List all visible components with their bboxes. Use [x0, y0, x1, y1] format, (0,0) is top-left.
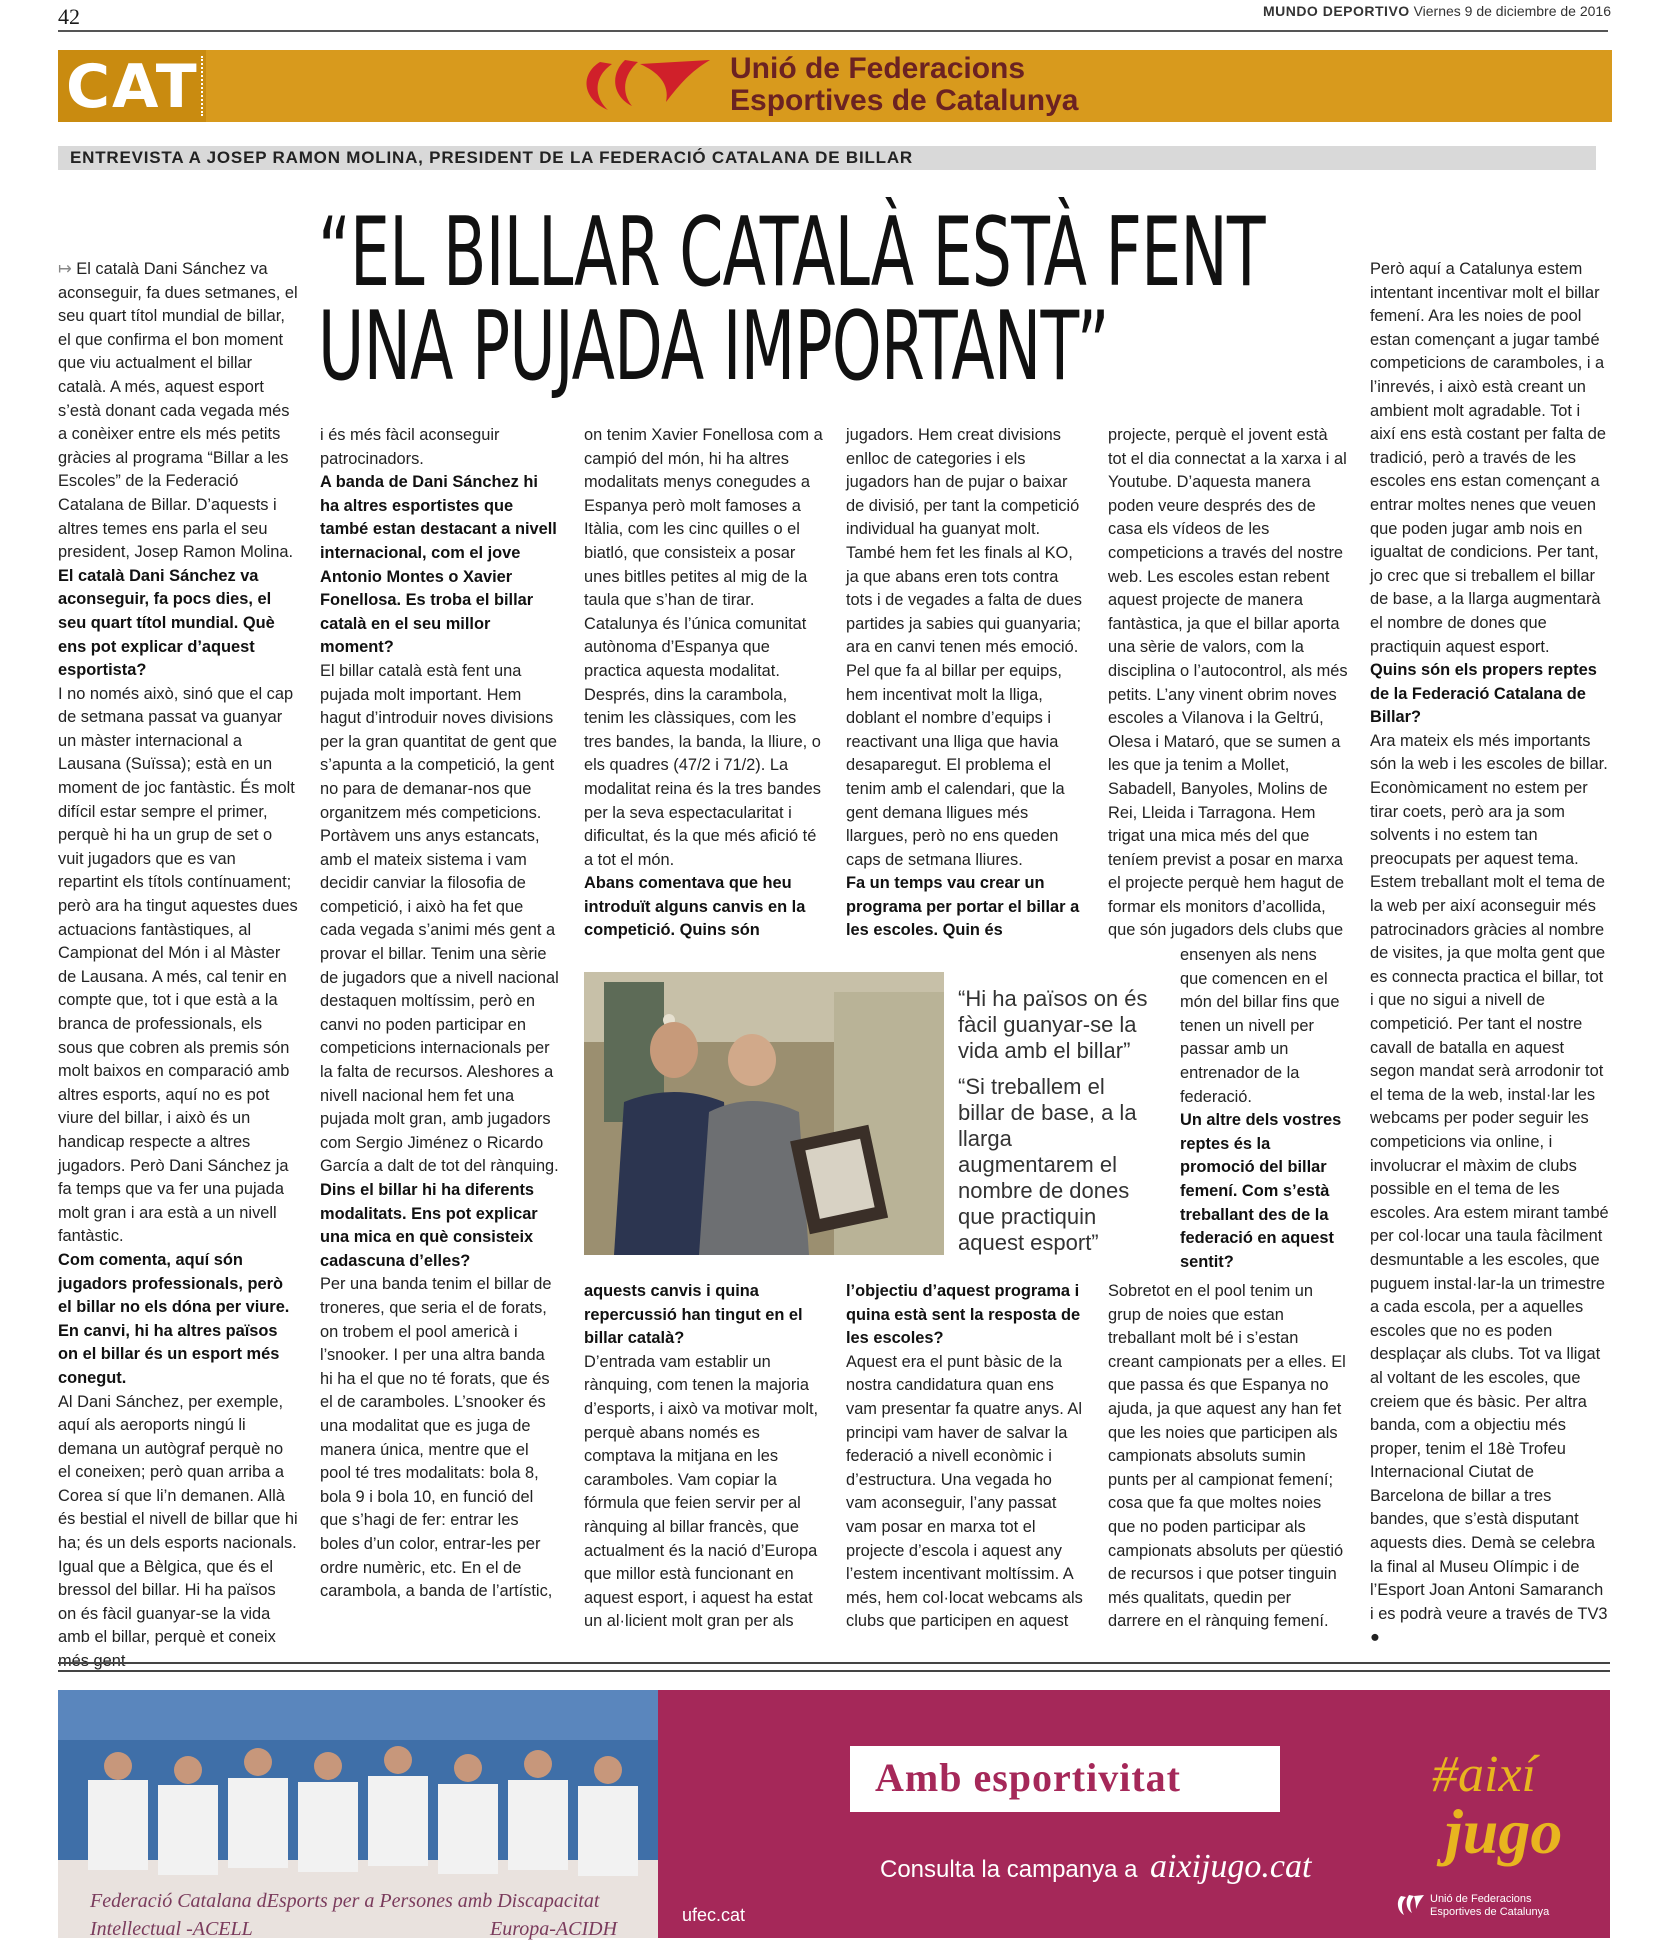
answer: Per una banda tenim el billar de troneres, que seria el de forats, on trobem el pool americà i l’snooker. I per una altra banda hi ha el que no té forats, que és el de caramboles. L’snooker és una modalitat que es juga de manera única, mentre que el pool té tres modalitats: bola 8, bola 9 i bola 10, en funció del que s’hagi de fer: entrar les boles d’un color, entrar-les per ordre numèric, etc. En el de carambola, a banda de l’artístic,	[320, 1275, 553, 1601]
section-separator	[201, 56, 209, 116]
column-1	[58, 258, 298, 1674]
ad-federation-line3: Europa-ACIDH	[490, 1918, 618, 1940]
question: El català Dani Sánchez va aconseguir, fa pocs dies, el seu quart títol mundial. Què ens pot explicar d’aquest esportista?	[58, 566, 275, 680]
publication-date: Viernes 9 de diciembre de 2016	[1413, 3, 1611, 19]
headline-line2: UNA PUJADA IMPORTANT”	[318, 292, 1109, 402]
answer: D’entrada vam establir un rànquing, com tenen la majoria d’esports, i això va motivar molt, perquè abans només es comptava la mitjana en les caramboles. Vam copiar la fórmula que feien servir per al rànquing al billar francès, que actualment és la nació d’Europa que millor està funcionant en aquest esport, i aquest ha estat un al·licient molt gran per als	[584, 1352, 819, 1631]
answer: projecte, perquè el jovent està tot el dia connectat a la xarxa i al Youtube. D’aquesta manera poden veure després des de casa els vídeos de les competicions a través del nostre web. Les escoles estan rebent aquest projecte de manera fantàstica, ja que el billar aporta una sèrie de valors, com la disciplina o l’autocontrol, als més petits. L’any vinent obrim noves escoles a Vilanova i la Geltrú, Olesa i Mataró, que se sumen a les que ja tenim a Mollet, Sabadell, Banyoles, Molins de Rei, Lleida i Tarragona. Hem trigat una mica més del que teníem previst a posar en marxa el projecte perquè hem hagut de formar els monitors d’acollida, que són jugadors dels clubs que	[1108, 426, 1348, 940]
ad-website[interactable]: ufec.cat	[682, 1905, 746, 1925]
column-5-middle	[1180, 944, 1348, 1274]
answer: on tenim Xavier Fonellosa com a campió del món, hi ha altres modalitats menys conegudes a Espanya però molt famoses a Itàlia, com les cinc quilles o el biatló, que consisteix a posar unes bitlles petites al mig de la taula que s’han de tirar. Catalunya és l’única comunitat autònoma d’Espanya que practica aquesta modalitat. Després, dins la carambola, tenim les clàssiques, com les tres bandes, la banda, la lliure, o els quadres (47/2 i 71/2). La modalitat reina és la tres bandes per la seva espectacularitat i dificultat, és la que més afició té a tot el món.	[584, 426, 823, 869]
pull-quote-box	[944, 972, 1156, 1255]
column-3-top	[584, 424, 824, 943]
answer: I no només això, sinó que el cap de setmana passat va guanyar un màster internacional a Lausana (Suïssa); està en un moment de joc fantàstic. És molt difícil estar sempre el primer, perquè hi ha un grup de set o vuit jugadors que es van repartint els títols contínuament; però ara ha tingut aquestes dues actuacions fantàstiques, al Campionat del Món i al Màster de Lausana. A més, cal tenir en compte que, tot i que està a la branca de professionals, els sous que cobren als premis són molt baixos en comparació amb altres esports, aquí no es pot viure del billar, i això és un handicap respecte a altres jugadors. Però Dani Sánchez ja fa temps que va fer una pujada molt gran i ara està a un nivell fantàstic.	[58, 684, 298, 1246]
answer: ensenyen als nens que comencen en el món del billar fins que tenen un nivell per passar amb un entrenador de la federació.	[1180, 946, 1340, 1106]
org-name-line1: Unió de Federacions	[730, 52, 1026, 85]
headline-line1: “EL BILLAR CATALÀ ESTÀ FENT	[318, 198, 1265, 308]
column-5-bottom	[1108, 1280, 1348, 1634]
answer: El billar català està fent una pujada molt important. Hem hagut d’introduir noves divisions per la gran quantitat de gent que s’apunta a la competició, la gent no para de demanar-nos que organitzem més competicions. Portàvem uns anys estancats, amb el mateix sistema i vam decidir canviar la filosofia de competició, i això ha fet que cada vegada s’animi més gent a provar el billar. Tenim una sèrie de jugadors que a nivell nacional destaquen moltíssim, però en canvi no poden participar en competicions internacionals per la falta de recursos. Aleshores a nivell nacional hem fet una pujada molt gran, amb jugadors com Sergio Jiménez o Ricardo García a dalt de tot del rànquing.	[320, 661, 559, 1176]
question: Fa un temps vau crear un programa per portar el billar a les escoles. Quin és	[846, 874, 1080, 940]
headline	[318, 198, 1332, 402]
photo-illustration	[584, 972, 944, 1255]
pull-quote-1: “Hi ha països on és fàcil guanyar-se la vida amb el billar”	[958, 986, 1148, 1063]
question: Dins el billar hi ha diferents modalitats. Ens pot explicar una mica en què consisteix cadascuna d’elles?	[320, 1181, 538, 1270]
ad-campaign-site[interactable]: aixijugo.cat	[1150, 1848, 1312, 1885]
answer: Aquest era el punt bàsic de la nostra candidatura quan ens vam presentar fa quatre anys. Al principi vam haver de salvar la federació a nivell econòmic i d’estructura. Una vegada ho vam aconseguir, l’any passat vam posar en marxa tot el projecte d’escola i aquest any l’estem incentivant moltíssim. A més, hem col·locat webcams als clubs que participen en aquest	[846, 1352, 1083, 1631]
answer: Sobretot en el pool tenim un grup de noies que estan treballant molt bé i s’estan creant campionats per a elles. El que passa és que Espanya no ajuda, ja que aquest any han fet que les noies que participen als campionats absoluts sumin punts per al campionat femení; cosa que fa que moltes noies que no poden participar als campionats absoluts per qüestió de recursos i que potser tinguin més qualitats, quedin per darrere en el rànquing femení.	[1108, 1282, 1346, 1631]
question: l’objectiu d’aquest programa i quina està sent la resposta de les escoles?	[846, 1282, 1081, 1348]
column-3-bottom	[584, 1280, 824, 1634]
column-2	[320, 424, 560, 1604]
top-rule	[58, 30, 1608, 32]
arrow-icon: ↦	[58, 260, 77, 278]
ad-ufec-logo-icon	[1395, 1893, 1425, 1917]
article-photo	[584, 972, 944, 1255]
publication-line	[1263, 3, 1611, 19]
question: aquests canvis i quina repercussió han tingut en el billar català?	[584, 1282, 803, 1348]
page-number: 42	[58, 4, 80, 29]
column-6	[1370, 258, 1610, 1650]
bottom-rule	[58, 1662, 1610, 1672]
answer: Al Dani Sánchez, per exemple, aquí als aeroports ningú li demana un autògraf perquè no el coneixen; però quan arriba a Corea sí que li’n demanen. Allà és bestial el nivell de billar que hi ha; és un dels esports nacionals. Igual que a Bèlgica, que és el bressol del billar. Hi ha països on és fàcil guanyar-se la vida amb el billar, perquè et coneix més gent	[58, 1392, 298, 1671]
column-4-top	[846, 424, 1086, 943]
pull-quote-2: “Si treballem el billar de base, a la llarga augmentarem el nombre de dones que practiquin aquest esport”	[958, 1074, 1137, 1255]
column-4-bottom	[846, 1280, 1086, 1634]
ad-federation-line2: Intellectual -ACELL	[90, 1918, 253, 1940]
intro: El català Dani Sánchez va aconseguir, fa dues setmanes, el seu quart títol mundial de billar, el que confirma el bon moment que viu actualment el billar català. A més, aquest esport s’està donant cada vegada més a conèixer entre els més petits gràcies al programa “Billar a les Escoles” de la Federació Catalana de Billar. D’aquests i altres temes ens parla el seu president, Josep Ramon Molina.	[58, 260, 298, 562]
org-name-line2: Esportives de Catalunya	[730, 84, 1079, 117]
ad-headline: Amb esportivitat	[875, 1755, 1181, 1800]
ad-subline: Consulta la campanya a	[880, 1856, 1138, 1883]
column-5-top	[1108, 424, 1348, 943]
answer: jugadors. Hem creat divisions enlloc de categories i els jugadors han de pujar o baixar de divisió, per tant la competició individual ha guanyat molt. També hem fet les finals al KO, ja que abans eren tots contra tots i de vegades a falta de dues partides ja sabies qui guanyaria; ara en canvi tenen més emoció. Pel que fa al billar per equips, hem incentivat molt la lliga, doblant el nombre d’equips i reactivant una lliga que havia desaparegut. El problema el tenim amb el calendari, que la gent demana lligues més llargues, però no ens queden caps de setmana lliures.	[846, 426, 1083, 869]
ad-hashtag-line1: #així	[1432, 1746, 1536, 1803]
answer: Ara mateix els més importants són la web i les escoles de billar. Econòmicament no estem per tirar coets, però ara ja som solvents i no estem tan preocupats per aquest tema. Estem treballant molt el tema de la web per així aconseguir més patrocinadors gràcies al nombre de visites, ja que molta gent que es connecta practica el billar, tot i que no sigui a nivell de competició. Per tant el nostre cavall de batalla en aquest segon mandat serà arrodonir tot el tema de la web, instal·lar les webcams per poder seguir les competicions via online, i involucrar el màxim de clubs possible en el tema de les escoles. Ara estem mirant també per col·locar una taula fàcilment desmuntable a les escoles, que puguem instal·lar-la un trimestre a cada escola, per a aquelles escoles que no es poden desplaçar als clubs. Tot va lligat al voltant de les escoles, que creiem que és bàsic. Per altra banda, com a objectiu més proper, tenim el 18è Trofeu Internacional Ciutat de Barcelona de billar a tres bandes, que s’està disputant aquests dies. Demà se celebra la final al Museu Olímpic i de l’Esport Joan Antoni Samaranch i es podrà veure a través de TV3 ●	[1370, 731, 1609, 1647]
question: Quins són els propers reptes de la Federació Catalana de Billar?	[1370, 661, 1597, 727]
publication-name: MUNDO DEPORTIVO	[1262, 3, 1410, 19]
section-label: CAT	[66, 52, 199, 122]
answer: Però aquí a Catalunya estem intentant incentivar molt el billar femení. Ara les noies de pool estan començant a jugar també competicions de caramboles, i a l’inrevés, i això està creant un ambient molt agradable. Tot i així ens està costant per falta de tradició, però a través de les escoles ens estan començant a entrar moltes nenes que veuen que poden jugar amb nois en igualtat de condicions. Per tant, jo crec que si treballem el billar de base, a la llarga augmentarà el nombre de dones que practiquin aquest esport.	[1370, 260, 1606, 656]
question: A banda de Dani Sánchez hi ha altres esportistes que també estan destacant a nivell internacional, com el jove Antonio Montes o Xavier Fonellosa. Es troba el billar català en el seu millor moment?	[320, 473, 557, 657]
question: Abans comentava que heu introduït alguns canvis en la competició. Quins són	[584, 874, 806, 940]
ad-federation-line1: Federació Catalana dEsports per a Persones amb Discapacitat	[90, 1890, 600, 1912]
ad-hashtag-line2: jugo	[1445, 1796, 1563, 1867]
ad-org-name: Unió de Federacions Esportives de Catalunya	[1430, 1893, 1550, 1918]
ufec-logo-icon	[570, 54, 720, 116]
answer: i és més fàcil aconseguir patrocinadors.	[320, 426, 500, 468]
kicker: ENTREVISTA A JOSEP RAMON MOLINA, PRESIDENT DE LA FEDERACIÓ CATALANA DE BILLAR	[70, 148, 913, 167]
question: Com comenta, aquí són jugadors professionals, però el billar no els dóna per viure. En canvi, hi ha altres països on el billar és un esport més conegut.	[58, 1250, 290, 1387]
question: Un altre dels vostres reptes és la promoció del billar femení. Com s’està treballant des de la federació en aquest sentit?	[1180, 1111, 1342, 1271]
